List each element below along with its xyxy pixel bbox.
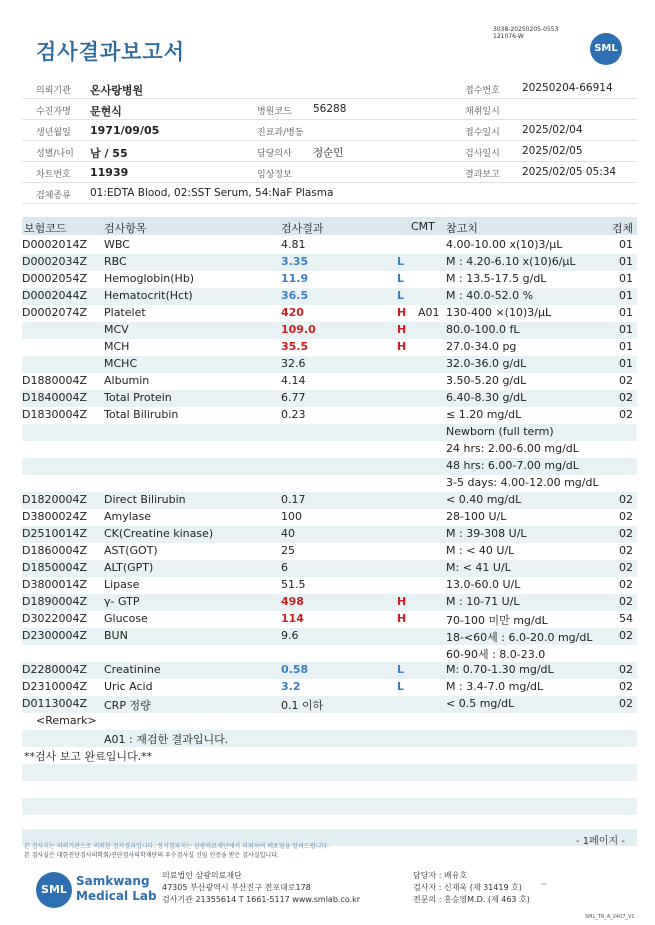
footer-notice-1: 본 검사지는 의뢰기관으로 의뢰한 검사결과입니다. 정식결과지는 삼광의료재단에서 의뢰하여 배포됨을 알려드립니다. bbox=[24, 843, 329, 850]
remark-note-row bbox=[22, 730, 637, 747]
specimen-code: 01 bbox=[619, 306, 633, 319]
comment-code: A01 bbox=[418, 306, 440, 319]
form-code: SML_TR_A_2407_V1 bbox=[585, 914, 635, 920]
report-value: 2025/02/05 05:34 bbox=[522, 166, 617, 178]
table-row bbox=[22, 424, 637, 441]
table-row bbox=[22, 696, 637, 713]
test-name: Hemoglobin(Hb) bbox=[104, 272, 195, 285]
test-result: 4.14 bbox=[281, 374, 306, 387]
table-row bbox=[22, 339, 637, 356]
chart-no-label: 차트번호 bbox=[36, 170, 71, 180]
footer-notice-2: 본 검사실은 대한진단검사의학회/진단검사의학재단의 우수검사실 신임 인증을 받은 검사실입니다. bbox=[24, 852, 279, 859]
insurance-code: D0002054Z bbox=[22, 272, 87, 285]
col-code-header: 보험코드 bbox=[24, 222, 67, 235]
specimen-code: 02 bbox=[619, 561, 633, 574]
specimen-code: 02 bbox=[619, 527, 633, 540]
table-row bbox=[22, 288, 637, 305]
test-result: 114 bbox=[281, 612, 304, 625]
test-result: 100 bbox=[281, 510, 302, 523]
test-result: 109.0 bbox=[281, 323, 316, 336]
test-result: 51.5 bbox=[281, 578, 306, 591]
specimen-code: 01 bbox=[619, 272, 633, 285]
test-name: Glucose bbox=[104, 612, 148, 625]
test-name: Total Protein bbox=[104, 391, 172, 404]
test-name: Amylase bbox=[104, 510, 152, 523]
report-end-row bbox=[22, 747, 637, 764]
reference-range: M : 4.20-6.10 x(10)6/µL bbox=[446, 255, 576, 268]
dob-value: 1971/09/05 bbox=[90, 124, 160, 137]
reference-range: 130-400 ×(10)3/µL bbox=[446, 306, 552, 319]
table-row bbox=[22, 645, 637, 662]
test-name: CRP 정량 bbox=[104, 699, 151, 712]
remark-note: A01 : 재검한 결과입니다. bbox=[104, 733, 229, 746]
table-row bbox=[22, 254, 637, 271]
test-result: 35.5 bbox=[281, 340, 309, 353]
dept-label: 진료과/병동 bbox=[257, 128, 304, 138]
hospital-code-value: 56288 bbox=[313, 103, 347, 115]
insurance-code: D1880004Z bbox=[22, 374, 87, 387]
header-row-sex-age bbox=[22, 141, 637, 162]
document-code-line1: 3038-20250205-0553 bbox=[493, 26, 559, 33]
document-code bbox=[493, 26, 558, 40]
result-flag: L bbox=[397, 255, 405, 268]
result-flag: L bbox=[397, 680, 405, 693]
table-row bbox=[22, 577, 637, 594]
table-row bbox=[22, 628, 637, 645]
patient-label: 수진자명 bbox=[36, 107, 71, 117]
table-row bbox=[22, 441, 637, 458]
insurance-code: D2510014Z bbox=[22, 527, 87, 540]
test-result: 0.58 bbox=[281, 663, 309, 676]
table-row bbox=[22, 475, 637, 492]
table-row bbox=[22, 492, 637, 509]
reference-range: < 0.40 mg/dL bbox=[446, 493, 522, 506]
specimen-code: 01 bbox=[619, 357, 633, 370]
table-row bbox=[22, 356, 637, 373]
reference-range: 70-100 미만 mg/dL bbox=[446, 614, 548, 627]
test-name: AST(GOT) bbox=[104, 544, 158, 557]
test-result: 36.5 bbox=[281, 289, 309, 302]
table-row bbox=[22, 543, 637, 560]
results-table-body bbox=[22, 237, 637, 815]
test-result: 0.23 bbox=[281, 408, 306, 421]
col-name-header: 검사항목 bbox=[104, 222, 147, 235]
test-result: 4.81 bbox=[281, 238, 306, 251]
receipt-no-value: 20250204-66914 bbox=[522, 82, 613, 94]
reference-range: 60-90세 : 8.0-23.0 bbox=[446, 648, 546, 661]
col-specimen-header: 검체 bbox=[612, 222, 634, 235]
table-row bbox=[22, 458, 637, 475]
specimen-code: 02 bbox=[619, 544, 633, 557]
reference-range: 27.0-34.0 pg bbox=[446, 340, 517, 353]
specimen-code: 02 bbox=[619, 629, 633, 642]
insurance-code: D3022004Z bbox=[22, 612, 87, 625]
insurance-code: D3800024Z bbox=[22, 510, 87, 523]
doctor-label: 담당의사 bbox=[257, 149, 292, 159]
reference-range: M : 3.4-7.0 mg/dL bbox=[446, 680, 544, 693]
reference-range: 3-5 days: 4.00-12.00 mg/dL bbox=[446, 476, 599, 489]
staff-line-2: 검사자 : 신재욱 (제 31419 호) bbox=[413, 883, 522, 892]
sml-logo: SML bbox=[590, 33, 622, 65]
specimen-code: 01 bbox=[619, 340, 633, 353]
specimen-code: 01 bbox=[619, 289, 633, 302]
org-line-1: 의료법인 삼광의료재단 bbox=[162, 871, 242, 880]
insurance-code: D2310004Z bbox=[22, 680, 87, 693]
col-ref-header: 참고치 bbox=[446, 222, 478, 235]
org-line-3: 검사기관 21355614 T 1661-5117 www.smlab.co.kr bbox=[162, 895, 361, 904]
test-name: Uric Acid bbox=[104, 680, 153, 693]
specimen-code: 54 bbox=[619, 612, 633, 625]
specimen-code: 02 bbox=[619, 374, 633, 387]
footer-staff-info bbox=[413, 870, 530, 906]
insurance-code: D1860004Z bbox=[22, 544, 87, 557]
specimen-value: 01:EDTA Blood, 02:SST Serum, 54:NaF Plasma bbox=[90, 187, 334, 199]
insurance-code: D0113004Z bbox=[22, 697, 87, 710]
test-name: Lipase bbox=[104, 578, 140, 591]
test-result: 3.35 bbox=[281, 255, 309, 268]
reference-range: 48 hrs: 6.00-7.00 mg/dL bbox=[446, 459, 579, 472]
table-row bbox=[22, 560, 637, 577]
empty-row bbox=[22, 781, 637, 798]
insurance-code: D0002044Z bbox=[22, 289, 87, 302]
table-row bbox=[22, 407, 637, 424]
reference-range: M: < 41 U/L bbox=[446, 561, 511, 574]
table-row bbox=[22, 305, 637, 322]
reference-range: 13.0-60.0 U/L bbox=[446, 578, 521, 591]
test-result: 32.6 bbox=[281, 357, 306, 370]
sex-age-label: 성별/나이 bbox=[36, 149, 74, 159]
test-result: 0.17 bbox=[281, 493, 306, 506]
reference-range: M : < 40 U/L bbox=[446, 544, 515, 557]
insurance-code: D2300004Z bbox=[22, 629, 87, 642]
specimen-code: 01 bbox=[619, 238, 633, 251]
test-result: 40 bbox=[281, 527, 295, 540]
brand-line2: Medical Lab bbox=[76, 889, 157, 903]
receipt-date-value: 2025/02/04 bbox=[522, 124, 583, 136]
test-date-label: 검사일시 bbox=[465, 149, 500, 159]
clinical-label: 임상정보 bbox=[257, 170, 292, 180]
brand-line1: Samkwang bbox=[76, 874, 150, 888]
test-name: Platelet bbox=[104, 306, 146, 319]
reference-range: < 0.5 mg/dL bbox=[446, 697, 515, 710]
insurance-code: D1830004Z bbox=[22, 408, 87, 421]
report-end-text: **검사 보고 완료입니다.** bbox=[24, 750, 153, 763]
insurance-code: D1850004Z bbox=[22, 561, 87, 574]
test-name: MCH bbox=[104, 340, 130, 353]
insurance-code: D2280004Z bbox=[22, 663, 87, 676]
hospital-label: 의뢰기관 bbox=[36, 86, 71, 96]
reference-range: M : 10-71 U/L bbox=[446, 595, 520, 608]
specimen-code: 01 bbox=[619, 323, 633, 336]
test-name: Creatinine bbox=[104, 663, 161, 676]
result-flag: L bbox=[397, 272, 405, 285]
patient-value: 문현식 bbox=[90, 105, 122, 118]
chart-no-value: 11939 bbox=[90, 166, 129, 179]
table-row bbox=[22, 594, 637, 611]
insurance-code: D1840004Z bbox=[22, 391, 87, 404]
insurance-code: D1890004Z bbox=[22, 595, 87, 608]
test-name: ALT(GPT) bbox=[104, 561, 154, 574]
table-row bbox=[22, 662, 637, 679]
reference-range: 28-100 U/L bbox=[446, 510, 507, 523]
report-label: 결과보고 bbox=[465, 170, 500, 180]
specimen-code: 02 bbox=[619, 680, 633, 693]
test-name: RBC bbox=[104, 255, 127, 268]
test-name: WBC bbox=[104, 238, 130, 251]
specimen-code: 02 bbox=[619, 697, 633, 710]
test-result: 498 bbox=[281, 595, 304, 608]
footer-org-info bbox=[162, 870, 360, 906]
header-row-patient bbox=[22, 99, 637, 120]
header-row-specimen bbox=[22, 183, 637, 204]
table-row bbox=[22, 373, 637, 390]
doctor-value: 정순민 bbox=[313, 147, 344, 159]
reference-range: ≤ 1.20 mg/dL bbox=[446, 408, 522, 421]
table-row bbox=[22, 271, 637, 288]
dob-label: 생년월일 bbox=[36, 128, 71, 138]
test-name: MCV bbox=[104, 323, 129, 336]
result-flag: H bbox=[397, 340, 407, 353]
test-name: γ- GTP bbox=[104, 595, 140, 608]
empty-row bbox=[22, 798, 637, 815]
test-result: 9.6 bbox=[281, 629, 299, 642]
result-flag: L bbox=[397, 663, 405, 676]
reference-range: 24 hrs: 2.00-6.00 mg/dL bbox=[446, 442, 579, 455]
reference-range: Newborn (full term) bbox=[446, 425, 554, 438]
reference-range: M: 0.70-1.30 mg/dL bbox=[446, 663, 554, 676]
reference-range: 3.50-5.20 g/dL bbox=[446, 374, 527, 387]
specimen-code: 02 bbox=[619, 663, 633, 676]
result-flag: L bbox=[397, 289, 405, 302]
specimen-code: 02 bbox=[619, 493, 633, 506]
sex-age-value: 남 / 55 bbox=[90, 147, 128, 160]
results-table-header bbox=[22, 217, 637, 235]
staff-line-1: 담당자 : 배유호 bbox=[413, 871, 468, 880]
test-result: 0.1 이하 bbox=[281, 699, 324, 712]
receipt-date-label: 접수일시 bbox=[465, 128, 500, 138]
test-name: Albumin bbox=[104, 374, 150, 387]
result-flag: H bbox=[397, 595, 407, 608]
test-name: BUN bbox=[104, 629, 128, 642]
page-title: 검사결과보고서 bbox=[36, 40, 186, 64]
document-code-line2: 121076-W bbox=[493, 33, 524, 40]
reference-range: M : 40.0-52.0 % bbox=[446, 289, 534, 302]
specimen-code: 02 bbox=[619, 408, 633, 421]
header-row-dob bbox=[22, 120, 637, 141]
test-result: 11.9 bbox=[281, 272, 309, 285]
specimen-code: 01 bbox=[619, 255, 633, 268]
test-result: 25 bbox=[281, 544, 295, 557]
staff-line-3: 전문의 : 홍승영M.D. (제 463 호) bbox=[413, 895, 530, 904]
table-row bbox=[22, 237, 637, 254]
empty-row bbox=[22, 764, 637, 781]
table-row bbox=[22, 611, 637, 628]
specimen-label: 검체종류 bbox=[36, 191, 71, 201]
reference-range: 4.00-10.00 x(10)3/µL bbox=[446, 238, 563, 251]
footer-sml-logo: SML bbox=[36, 872, 72, 908]
reference-range: M : 39-308 U/L bbox=[446, 527, 527, 540]
signature-mark: ~ bbox=[540, 880, 548, 890]
hospital-code-label: 병원코드 bbox=[257, 107, 292, 117]
specimen-code: 02 bbox=[619, 510, 633, 523]
remark-label: <Remark> bbox=[36, 714, 97, 727]
hospital-value: 온사랑병원 bbox=[90, 84, 144, 97]
header-row-hospital bbox=[22, 78, 637, 99]
remark-row bbox=[22, 713, 637, 730]
test-result: 420 bbox=[281, 306, 304, 319]
receipt-no-label: 접수번호 bbox=[465, 86, 500, 96]
reference-range: 32.0-36.0 g/dL bbox=[446, 357, 527, 370]
test-date-value: 2025/02/05 bbox=[522, 145, 583, 157]
test-name: Total Bilirubin bbox=[104, 408, 179, 421]
insurance-code: D1820004Z bbox=[22, 493, 87, 506]
test-name: MCHC bbox=[104, 357, 138, 370]
reference-range: M : 13.5-17.5 g/dL bbox=[446, 272, 547, 285]
test-name: CK(Creatine kinase) bbox=[104, 527, 214, 540]
test-result: 6 bbox=[281, 561, 288, 574]
insurance-code: D0002074Z bbox=[22, 306, 87, 319]
page-number: - 1페이지 - bbox=[576, 836, 625, 847]
specimen-code: 02 bbox=[619, 391, 633, 404]
org-line-2: 47305 부산광역시 부산진구 전포대로178 bbox=[162, 883, 311, 892]
test-result: 3.2 bbox=[281, 680, 301, 693]
col-cmt-header: CMT bbox=[411, 220, 435, 233]
specimen-code: 02 bbox=[619, 578, 633, 591]
insurance-code: D0002014Z bbox=[22, 238, 87, 251]
result-flag: H bbox=[397, 306, 407, 319]
table-row bbox=[22, 390, 637, 407]
test-name: Direct Bilirubin bbox=[104, 493, 186, 506]
insurance-code: D0002034Z bbox=[22, 255, 87, 268]
test-result: 6.77 bbox=[281, 391, 306, 404]
insurance-code: D3800014Z bbox=[22, 578, 87, 591]
header-row-chart bbox=[22, 162, 637, 183]
reference-range: 6.40-8.30 g/dL bbox=[446, 391, 527, 404]
collection-label: 채취일시 bbox=[465, 107, 500, 117]
table-row bbox=[22, 679, 637, 696]
table-row bbox=[22, 526, 637, 543]
reference-range: 18-<60세 : 6.0-20.0 mg/dL bbox=[446, 631, 593, 644]
footer-brand bbox=[76, 874, 157, 904]
reference-range: 80.0-100.0 fL bbox=[446, 323, 520, 336]
col-result-header: 검사결과 bbox=[281, 222, 324, 235]
table-row bbox=[22, 509, 637, 526]
specimen-code: 02 bbox=[619, 595, 633, 608]
table-row bbox=[22, 322, 637, 339]
result-flag: H bbox=[397, 323, 407, 336]
result-flag: H bbox=[397, 612, 407, 625]
test-name: Hematocrit(Hct) bbox=[104, 289, 193, 302]
